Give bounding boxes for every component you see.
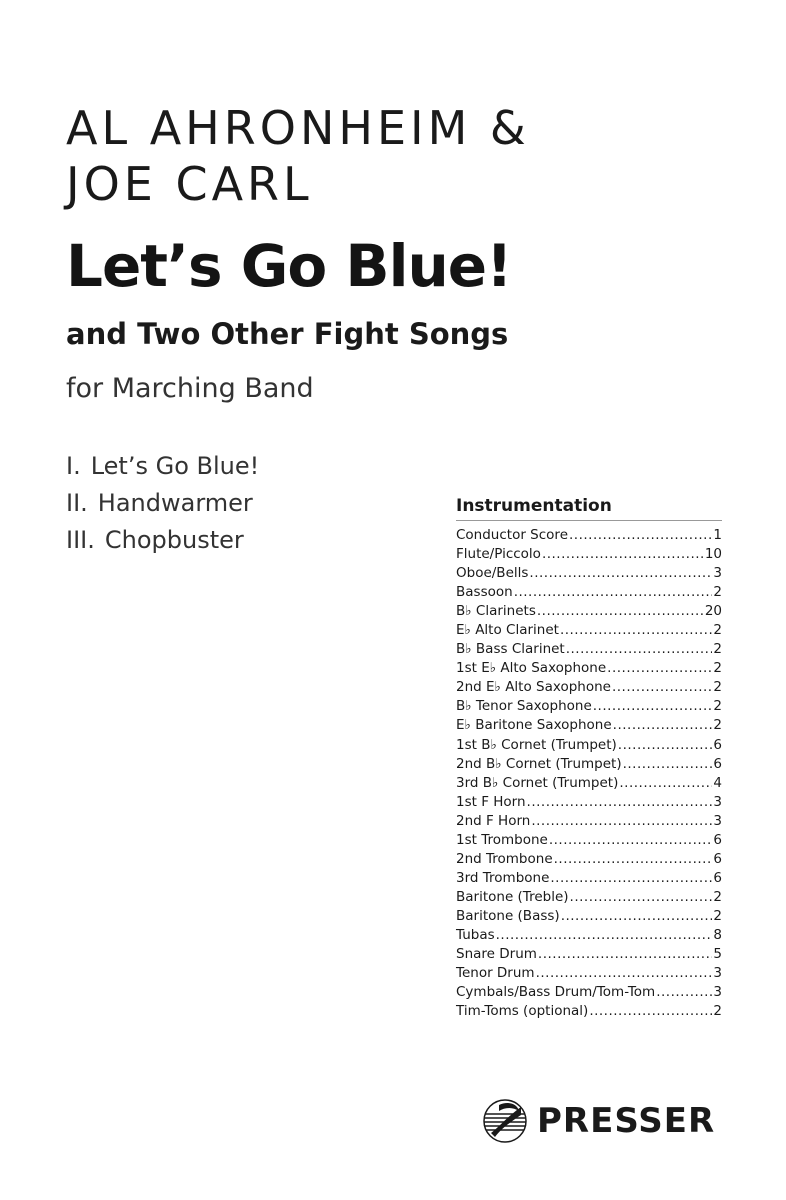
instrumentation-row [456,716,722,735]
part-count: 2 [713,698,722,715]
part-count: 3 [713,793,722,810]
instrumentation-row [456,812,722,831]
movement-number: III. [66,526,95,554]
instrumentation-row [456,964,722,983]
instrument-name: B♭ Clarinets [456,603,536,620]
publisher-name: PRESSER [537,1101,716,1141]
instrumentation-row [456,945,722,964]
leader-dots [542,545,704,564]
leader-dots [560,621,712,640]
part-count: 6 [713,755,722,772]
part-count: 4 [713,774,722,791]
instrument-name: 2nd E♭ Alto Saxophone [456,679,611,696]
instrument-name: Tubas [456,926,495,943]
leader-dots [656,983,712,1002]
leader-dots [569,526,712,545]
instrument-name: 1st B♭ Cornet (Trumpet) [456,736,617,753]
instrument-name: Flute/Piccolo [456,546,541,563]
leader-dots [593,697,713,716]
instrument-name: 1st Trombone [456,831,548,848]
part-count: 2 [713,679,722,696]
instrumentation-row [456,888,722,907]
instrumentation-row [456,564,722,583]
movement-item [66,448,259,485]
instrument-name: 3rd Trombone [456,869,550,886]
part-count: 2 [713,584,722,601]
leader-dots [618,736,713,755]
leader-dots [612,678,712,697]
instrumentation-row [456,831,722,850]
instrument-name: Oboe/Bells [456,565,529,582]
composers [66,100,530,212]
instrumentation-row [456,697,722,716]
movement-item [66,522,259,559]
leader-dots [536,964,713,983]
part-count: 3 [713,812,722,829]
presser-logo-icon [481,1097,529,1145]
instrument-name: 2nd B♭ Cornet (Trumpet) [456,755,622,772]
part-count: 2 [713,660,722,677]
instrument-name: 2nd Trombone [456,850,553,867]
part-count: 1 [713,527,722,543]
part-count: 6 [713,850,722,867]
instrument-name: 1st F Horn [456,793,526,810]
movement-number: II. [66,489,88,517]
publisher-logo [481,1097,715,1145]
leader-dots [623,755,713,774]
leader-dots [589,1002,712,1021]
instrumentation-heading: Instrumentation [456,494,722,521]
part-count: 3 [713,965,722,982]
part-count: 2 [713,907,722,924]
part-count: 2 [713,1003,722,1020]
leader-dots [554,850,713,869]
leader-dots [531,812,712,831]
leader-dots [514,583,713,602]
instrumentation-list [456,526,722,1021]
instrumentation-row [456,659,722,678]
instrumentation-row [456,850,722,869]
instrumentation-row [456,736,722,755]
instrument-name: 2nd F Horn [456,812,531,829]
instrumentation-row [456,774,722,793]
leader-dots [549,831,713,850]
movement-name: Handwarmer [97,489,253,517]
leader-dots [496,926,713,945]
instrumentation-row [456,869,722,888]
instrument-name: Tim-Toms (optional) [456,1003,589,1020]
leader-dots [529,564,712,583]
part-count: 8 [713,926,722,943]
instrumentation-row [456,793,722,812]
part-count: 2 [713,888,722,905]
instrument-name: Baritone (Treble) [456,888,569,905]
instrumentation-row [456,602,722,621]
part-count: 2 [713,641,722,658]
part-count: 2 [713,717,722,734]
leader-dots [527,793,713,812]
part-count: 2 [713,622,722,639]
part-count: 3 [713,984,722,1001]
leader-dots [537,602,704,621]
instrument-name: E♭ Alto Clarinet [456,622,559,639]
instrumentation-row [456,983,722,1002]
movement-list [66,448,259,559]
composer-line-2: JOE CARL [66,157,313,211]
ensemble-line: for Marching Band [66,373,314,404]
instrument-name: E♭ Baritone Saxophone [456,717,612,734]
instrumentation-row [456,1002,722,1021]
instrumentation-row [456,526,722,545]
leader-dots [570,888,713,907]
part-count: 6 [713,869,722,886]
instrumentation-row [456,545,722,564]
instrumentation-row [456,583,722,602]
instrument-name: 1st E♭ Alto Saxophone [456,660,607,677]
part-count: 10 [704,546,722,563]
instrument-name: Bassoon [456,584,513,601]
instrument-name: B♭ Tenor Saxophone [456,698,592,715]
leader-dots [561,907,713,926]
instrumentation-panel [456,494,722,1021]
movement-number: I. [66,452,81,480]
part-count: 20 [704,603,722,620]
composer-line-1: AL AHRONHEIM & [66,101,530,155]
instrument-name: 3rd B♭ Cornet (Trumpet) [456,774,619,791]
instrument-name: Snare Drum [456,946,537,963]
instrument-name: Cymbals/Bass Drum/Tom-Tom [456,984,656,1001]
leader-dots [566,640,713,659]
subtitle: and Two Other Fight Songs [66,317,509,351]
instrument-name: Tenor Drum [456,965,535,982]
part-count: 6 [713,736,722,753]
part-count: 5 [713,946,722,963]
instrumentation-row [456,755,722,774]
leader-dots [619,774,712,793]
leader-dots [613,716,713,735]
leader-dots [607,659,712,678]
movement-name: Let’s Go Blue! [90,452,260,480]
instrument-name: B♭ Bass Clarinet [456,641,565,658]
part-count: 6 [713,831,722,848]
instrument-name: Baritone (Bass) [456,907,560,924]
leader-dots [550,869,712,888]
instrumentation-row [456,621,722,640]
leader-dots [538,945,713,964]
instrumentation-row [456,678,722,697]
instrument-name: Conductor Score [456,527,568,543]
part-count: 3 [713,565,722,582]
instrumentation-row [456,926,722,945]
movement-name: Chopbuster [104,526,244,554]
page-title: Let’s Go Blue! [66,232,512,300]
instrumentation-row [456,907,722,926]
movement-item [66,485,259,522]
instrumentation-row [456,640,722,659]
